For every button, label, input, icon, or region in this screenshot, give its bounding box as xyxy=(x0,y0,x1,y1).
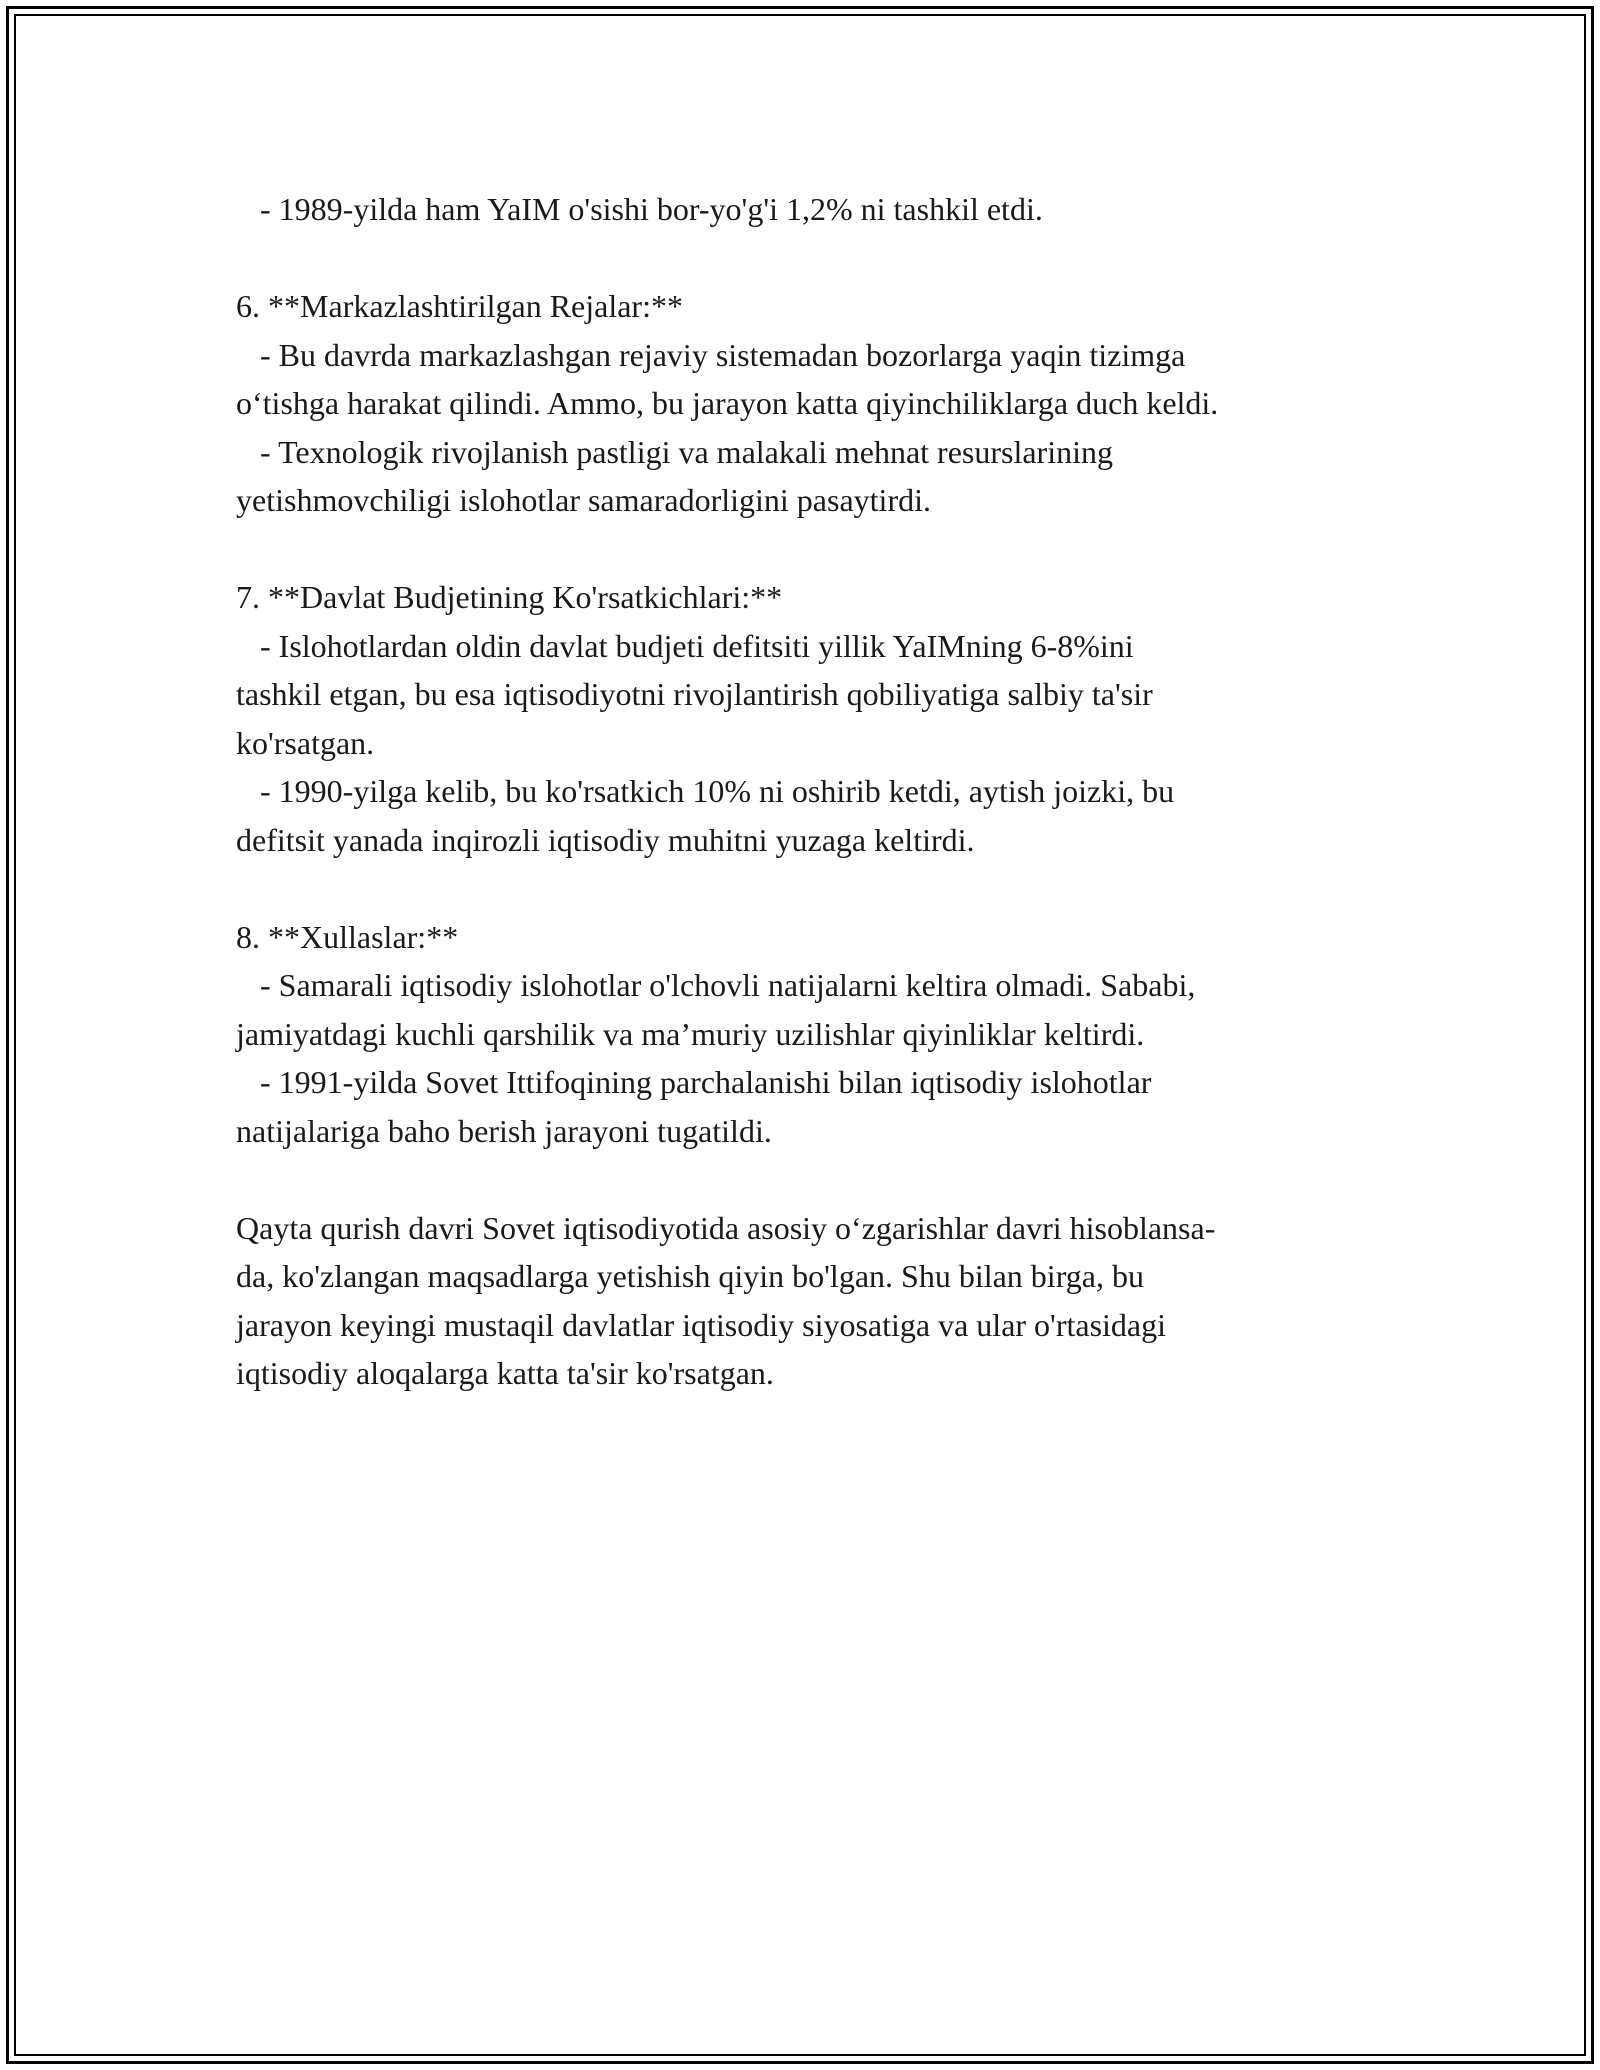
section-heading: 8. **Xullaslar:** xyxy=(236,918,459,955)
text-line: - Islohotlardan oldin davlat budjeti defitsiti yillik YaIMning 6-8%ini xyxy=(236,627,1134,664)
section-heading: 6. **Markazlashtirilgan Rejalar:** xyxy=(236,288,683,324)
text-line: o‘tishga harakat qilindi. Ammo, bu jarayon katta qiyinchiliklarga duch keldi. xyxy=(236,385,1219,421)
conclusion-line: Qayta qurish davri Sovet iqtisodiyotida asosiy o‘zgarishlar davri hisoblansa- xyxy=(236,1209,1216,1246)
text-line: - Samarali iqtisodiy islohotlar o'lchovli natijalarni keltira olmadi. Sababi, xyxy=(236,967,1196,1003)
document-body xyxy=(236,185,1376,1398)
text-line: - 1990-yilga kelib, bu ko'rsatkich 10% ni oshirib ketdi, aytish joizki, bu xyxy=(236,773,1175,809)
text-line: - 1991-yilda Sovet Ittifoqining parchalanishi bilan iqtisodiy islohotlar xyxy=(236,1064,1152,1100)
text-line: tashkil etgan, bu esa iqtisodiyotni rivojlantirish qobiliyatiga salbiy ta'sir xyxy=(236,676,1153,712)
text-line: - Texnologik rivojlanish pastligi va malakali mehnat resurslarining xyxy=(236,433,1113,470)
blank-line xyxy=(236,525,1376,574)
text-line: defitsit yanada inqirozli iqtisodiy muhitni yuzaga keltirdi. xyxy=(236,821,975,858)
blank-line xyxy=(236,864,1376,913)
conclusion-line: jarayon keyingi mustaqil davlatlar iqtisodiy siyosatiga va ular o'rtasidagi xyxy=(236,1306,1166,1343)
conclusion-line: da, ko'zlangan maqsadlarga yetishish qiyin bo'lgan. Shu bilan birga, bu xyxy=(236,1258,1144,1294)
text-line: - 1989-yilda ham YaIM o'sishi bor-yo'g'i 1,2% ni tashkil etdi. xyxy=(236,191,1043,227)
text-line: natijalariga baho berish jarayoni tugatildi. xyxy=(236,1112,772,1149)
text-line: yetishmovchiligi islohotlar samaradorligini pasaytirdi. xyxy=(236,482,931,518)
text-line: - Bu davrda markazlashgan rejaviy sistemadan bozorlarga yaqin tizimga xyxy=(236,336,1186,373)
blank-line xyxy=(236,1155,1376,1204)
text-line: ko'rsatgan. xyxy=(236,724,375,761)
blank-line xyxy=(236,234,1376,283)
conclusion-line: iqtisodiy aloqalarga katta ta'sir ko'rsatgan. xyxy=(236,1355,774,1391)
text-line: jamiyatdagi kuchli qarshilik va ma’muriy uzilishlar qiyinliklar keltirdi. xyxy=(236,1015,1145,1052)
section-heading: 7. **Davlat Budjetining Ko'rsatkichlari:** xyxy=(236,579,783,615)
